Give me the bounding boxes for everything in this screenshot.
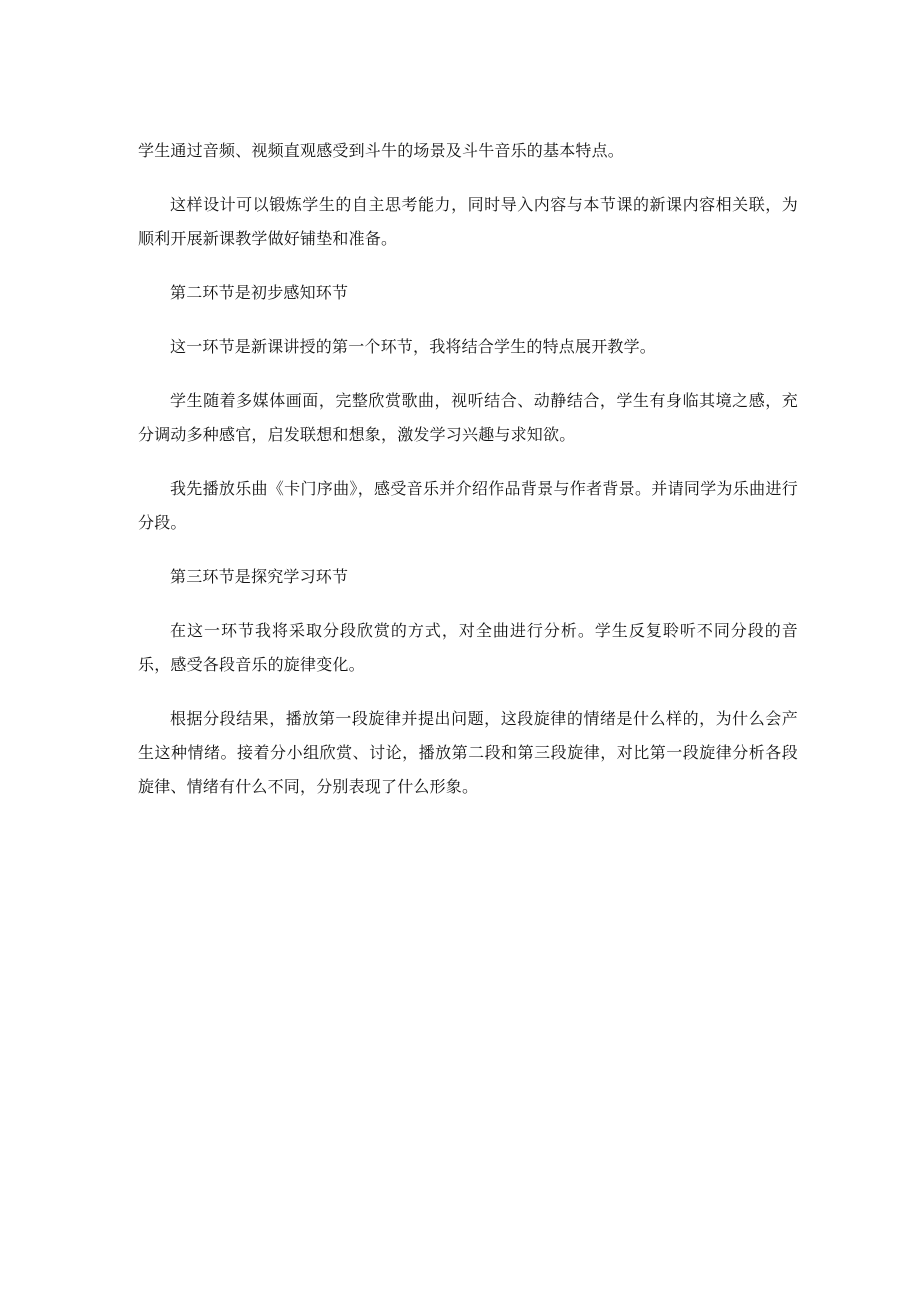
paragraph-intro-summary: 学生通过音频、视频直观感受到斗牛的场景及斗牛音乐的基本特点。 [138,141,625,160]
section-heading-third-stage: 第三环节是探究学习环节 [170,567,349,586]
paragraph-segmented-analysis: 在这一环节我将采取分段欣赏的方式，对全曲进行分析。学生反复聆听不同分段的音乐，感受各段音乐的旋律变化。 [138,621,798,674]
document-body [138,134,798,804]
paragraph-melody-comparison: 根据分段结果，播放第一段旋律并提出问题，这段旋律的情绪是什么样的，为什么会产生这种情绪。接着分小组欣赏、讨论，播放第二段和第三段旋律，对比第一段旋律分析各段旋律、情绪有什么不同，分别表现了什么形象。 [138,709,798,796]
paragraph-second-stage-intro: 这一环节是新课讲授的第一个环节，我将结合学生的特点展开教学。 [170,337,657,356]
paragraph-design-purpose: 这样设计可以锻炼学生的自主思考能力，同时导入内容与本节课的新课内容相关联，为顺利开展新课教学做好铺垫和准备。 [138,195,798,248]
section-heading-second-stage: 第二环节是初步感知环节 [170,283,349,302]
paragraph-carmen-overture: 我先播放乐曲《卡门序曲》，感受音乐并介绍作品背景与作者背景。并请同学为乐曲进行分段。 [138,479,798,532]
paragraph-multimedia-appreciation: 学生随着多媒体画面，完整欣赏歌曲，视听结合、动静结合，学生有身临其境之感，充分调动多种感官，启发联想和想象，激发学习兴趣与求知欲。 [138,391,798,444]
